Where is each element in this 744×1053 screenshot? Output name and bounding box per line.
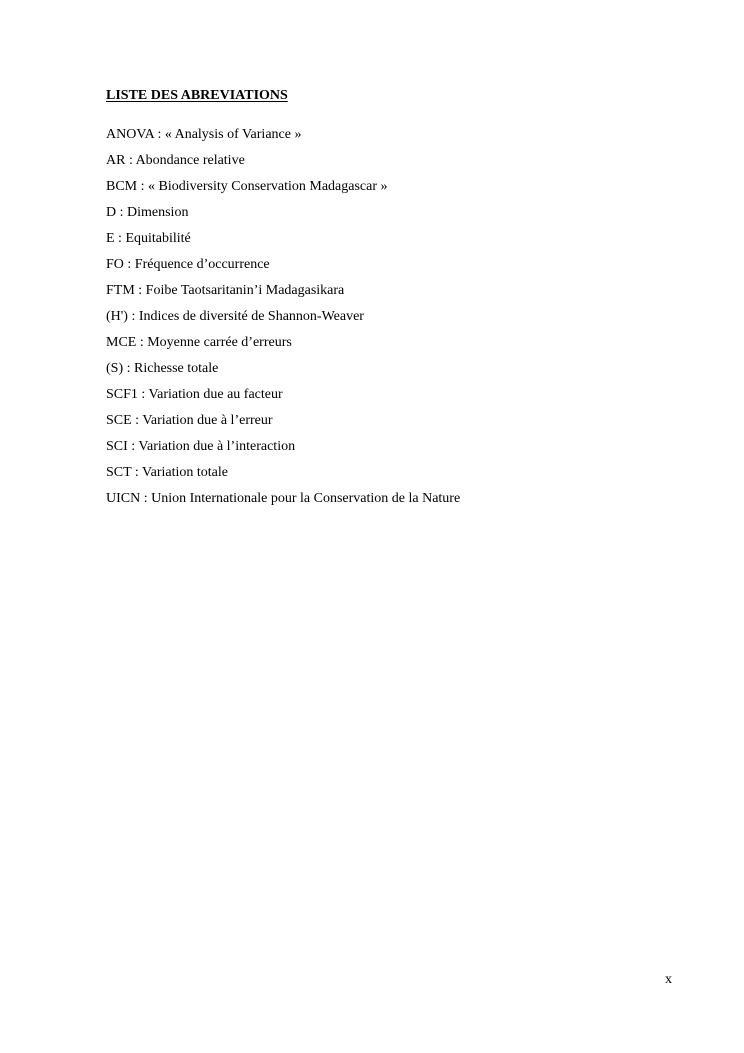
page-title: LISTE DES ABREVIATIONS [106, 88, 288, 103]
abbreviation-item: FO : Fréquence d’occurrence [106, 257, 270, 272]
abbreviation-item: D : Dimension [106, 205, 189, 220]
abbreviation-list [106, 125, 460, 515]
abbreviation-item: E : Equitabilité [106, 231, 191, 246]
abbreviation-item: (S) : Richesse totale [106, 361, 219, 376]
abbreviation-item: BCM : « Biodiversity Conservation Madagascar » [106, 179, 388, 194]
abbreviation-item: UICN : Union Internationale pour la Conservation de la Nature [106, 491, 461, 506]
abbreviation-item: SCT : Variation totale [106, 465, 228, 480]
page-number: x [665, 972, 672, 987]
abbreviation-item: SCE : Variation due à l’erreur [106, 413, 273, 428]
abbreviation-item: FTM : Foibe Taotsaritanin’i Madagasikara [106, 283, 345, 298]
abbreviation-item: MCE : Moyenne carrée d’erreurs [106, 335, 292, 350]
abbreviation-item: (H') : Indices de diversité de Shannon-Weaver [106, 309, 364, 324]
abbreviation-item: ANOVA : « Analysis of Variance » [106, 127, 302, 142]
abbreviation-item: AR : Abondance relative [106, 153, 245, 168]
abbreviation-item: SCI : Variation due à l’interaction [106, 439, 296, 454]
abbreviation-item: SCF1 : Variation due au facteur [106, 387, 283, 402]
